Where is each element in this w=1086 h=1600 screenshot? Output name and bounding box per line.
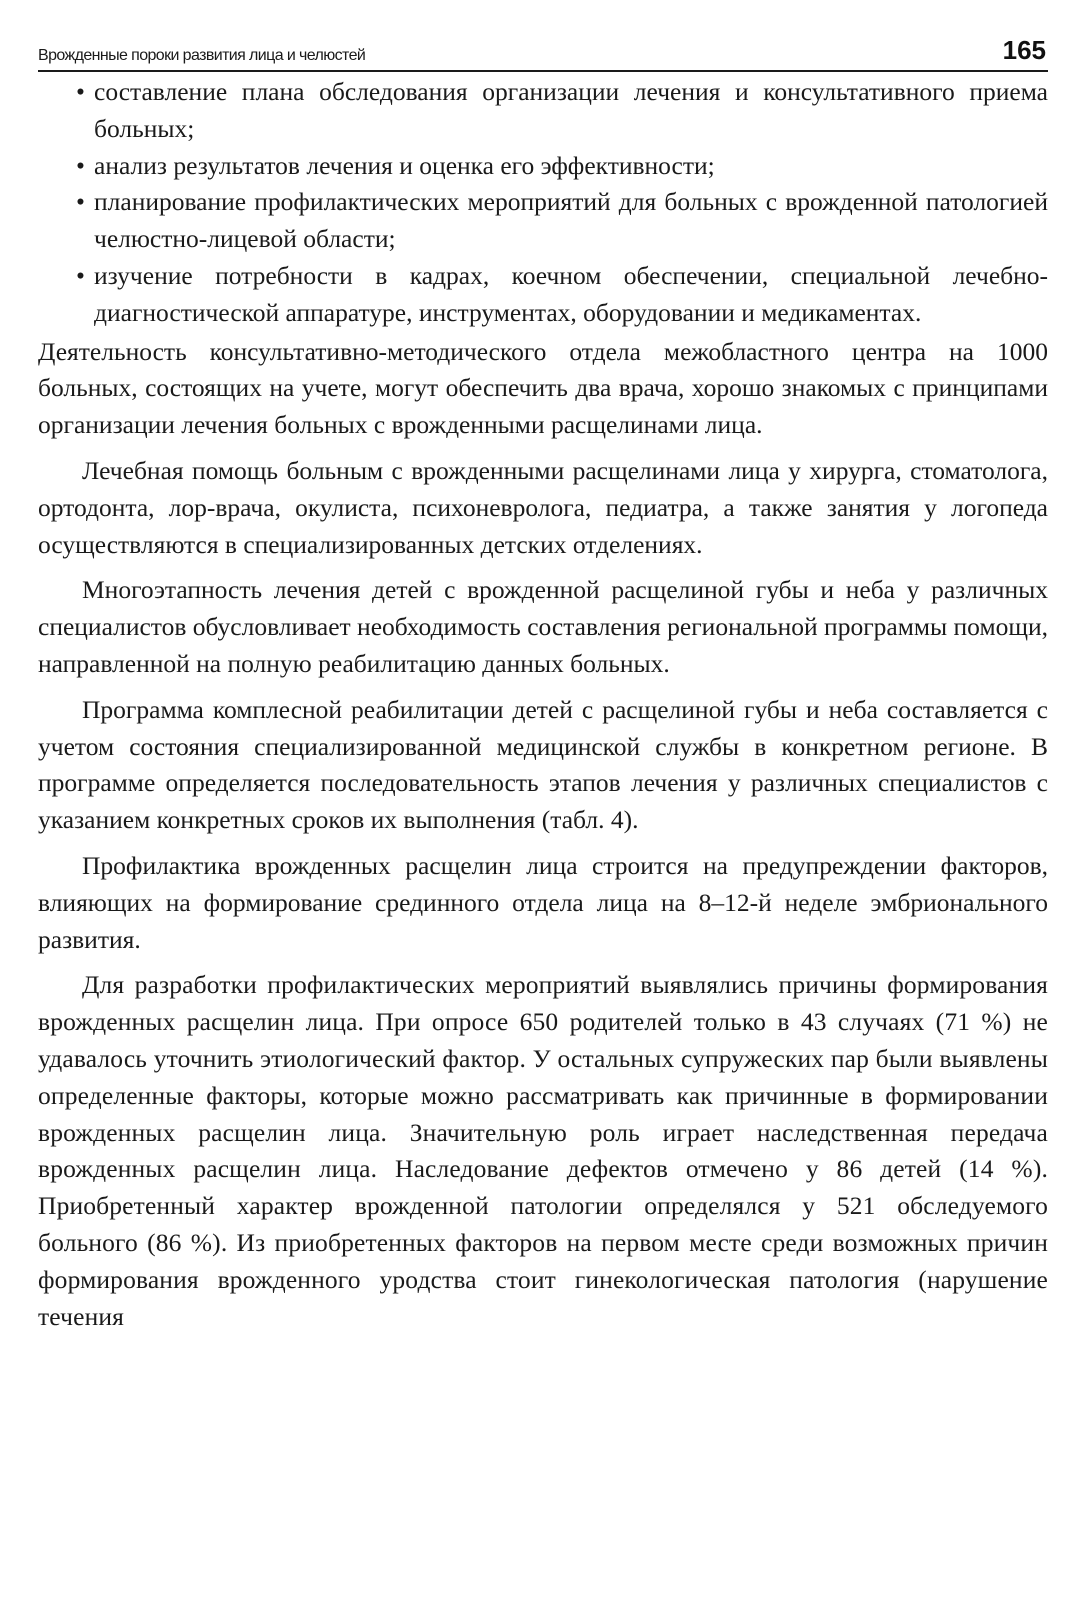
bullet-icon: • xyxy=(76,260,85,290)
page-number: 165 xyxy=(1002,35,1046,65)
bullet-item xyxy=(38,184,1048,258)
paragraph: Многоэтапность лечения детей с врожденной расщелиной губы и неба у различных специалистов обусловливает необходимость составления региональной программы помощи, направленной на полную реабилитацию данных больных. xyxy=(38,575,1048,678)
bullet-item xyxy=(38,74,1048,148)
bullet-icon: • xyxy=(76,187,85,217)
chapter-title: Врожденные пороки развития лица и челюстей xyxy=(38,47,366,64)
page-body xyxy=(38,74,1048,1335)
paragraph: Программа комплесной реабилитации детей с расщелиной губы и неба составляется с учетом состояния специализированной медицинской службы в конкретном регионе. В программе определяется последовательность этапов лечения у различных специалистов с указанием конкретных сроков их выполнения (табл. 4). xyxy=(38,694,1048,835)
bullet-text: составление плана обследования организации лечения и консультативного приема больных; xyxy=(94,77,1048,143)
bullet-text: анализ результатов лечения и оценка его эффективности; xyxy=(94,150,715,180)
bullet-item xyxy=(38,258,1048,332)
paragraph: Деятельность консультативно-методического отдела межобластного центра на 1000 больных, состоящих на учете, могут обеспечить два врача, хорошо знакомых с принципами организации лечения больных с врожденными расщелинами лица. xyxy=(38,336,1048,440)
book-page xyxy=(38,30,1048,1344)
bullet-icon: • xyxy=(76,150,85,180)
paragraph: Профилактика врожденных расщелин лица строится на предупреждении факторов, влияющих на формирование срединного отдела лица на 8–12-й неделе эмбрионального развития. xyxy=(38,850,1048,954)
paragraph: Для разработки профилактических мероприятий выявлялись причины формирования врожденных расщелин лица. При опросе 650 родителей только в 43 случаях (71 %) не удавалось уточнить этиологический фактор. У остальных супружеских пар были выявлены определенные факторы, которые можно рассматривать как причинные в формировании врожденных расщелин лица. Значительную роль играет наследственная передача врожденных расщелин лица. Наследование дефектов отмечено у 86 детей (14 %). Приобретенный характер врожденной патологии определялся у 521 обследуемого больного (86 %). Из приобретенных факторов на первом месте среди возможных причин формирования врожденного уродства стоит гинекологическая патология (нарушение течения xyxy=(38,970,1048,1331)
paragraph: Лечебная помощь больным с врожденными расщелинами лица у хирурга, стоматолога, ортодонта, лор-врача, окулиста, психоневролога, педиатра, а также занятия у логопеда осуществляются в специализированных детских отделениях. xyxy=(38,455,1048,559)
bullet-icon: • xyxy=(76,77,85,106)
bullet-item xyxy=(38,148,1048,185)
running-header xyxy=(38,30,1048,72)
bullet-text: планирование профилактических мероприятий для больных с врожденной патологией челюстно-лицевой области; xyxy=(94,187,1048,254)
bullet-list xyxy=(38,74,1048,332)
bullet-text: изучение потребности в кадрах, коечном обеспечении, специальной лечебно-диагностической аппаратуре, инструментах, оборудовании и медикаментах. xyxy=(94,260,1048,327)
